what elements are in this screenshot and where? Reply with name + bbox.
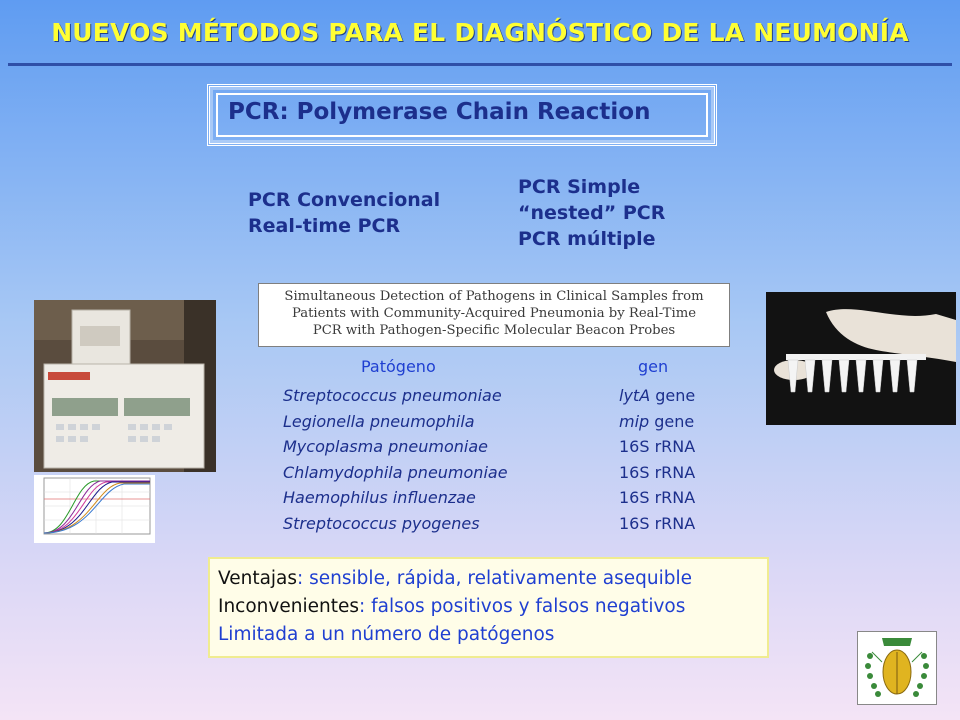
paper-title-line: PCR with Pathogen-Specific Molecular Beacon Probes <box>312 323 676 338</box>
table-row <box>283 412 723 438</box>
pcr-tubes-illustration <box>766 292 956 425</box>
paper-title-line: Simultaneous Detection of Pathogens in Clinical Samples from <box>284 289 704 304</box>
advantages-key: Ventajas <box>218 568 298 589</box>
pcr-type-realtime: Real-time PCR <box>248 215 401 237</box>
table-header-gene: gen <box>638 357 669 376</box>
thermocycler-photo <box>34 300 216 472</box>
paper-title <box>265 288 723 339</box>
university-crest-logo <box>857 631 937 705</box>
table-row <box>283 514 723 540</box>
pcr-types-right <box>518 174 665 252</box>
pcr-types-left <box>248 187 440 239</box>
amplification-curves-illustration <box>34 475 155 543</box>
advantages-box <box>208 557 769 658</box>
disadvantages-text: : falsos positivos y falsos negativos <box>358 596 686 617</box>
table-header-pathogen: Patógeno <box>361 357 436 376</box>
pathogen-name: Streptococcus pyogenes <box>283 513 480 533</box>
pathogen-name: Legionella pneumophila <box>283 411 475 431</box>
table-row <box>283 386 723 412</box>
gene-name: 16S rRNA <box>619 513 696 533</box>
limitation-line: Limitada a un número de patógenos <box>218 624 555 645</box>
pathogen-name: Streptococcus pneumoniae <box>283 386 502 405</box>
pcr-type-simple: PCR Simple <box>518 176 641 198</box>
pathogen-name: Chlamydophila pneumoniae <box>283 462 508 482</box>
pathogen-name: Mycoplasma pneumoniae <box>283 437 488 456</box>
paper-title-line: Patients with Community-Acquired Pneumonia by Real-Time <box>291 306 697 321</box>
page-title: NUEVOS MÉTODOS PARA EL DIAGNÓSTICO DE LA NEUMONÍA <box>51 18 909 47</box>
crest-icon <box>858 632 936 704</box>
gene-name: mip gene <box>619 411 695 431</box>
gene-name: 16S rRNA <box>619 488 696 507</box>
amplification-curves-image <box>34 475 155 543</box>
pcr-title-box <box>207 84 717 146</box>
advantages-line <box>218 568 692 589</box>
advantages-text: : sensible, rápida, relativamente asequible <box>297 568 692 589</box>
paper-title-clipping <box>258 283 730 347</box>
pcr-type-multiple: PCR múltiple <box>518 228 656 250</box>
pathogen-table <box>283 386 723 539</box>
pcr-type-conventional: PCR Convencional <box>248 189 441 211</box>
pcr-type-nested: “nested” PCR <box>518 202 666 224</box>
disadvantages-line <box>218 596 685 617</box>
table-row <box>283 437 723 463</box>
pcr-title: PCR: Polymerase Chain Reaction <box>228 99 651 125</box>
pcr-tubes-photo <box>766 292 956 425</box>
gene-name: 16S rRNA <box>619 462 696 482</box>
thermocycler-illustration <box>34 300 216 472</box>
header-divider <box>8 63 952 66</box>
gene-name: 16S rRNA <box>619 437 696 456</box>
table-row <box>283 463 723 489</box>
table-row <box>283 488 723 514</box>
gene-name: lytA gene <box>619 386 696 405</box>
disadvantages-key: Inconvenientes <box>218 596 359 617</box>
pathogen-name: Haemophilus influenzae <box>283 488 476 507</box>
header <box>0 0 960 66</box>
